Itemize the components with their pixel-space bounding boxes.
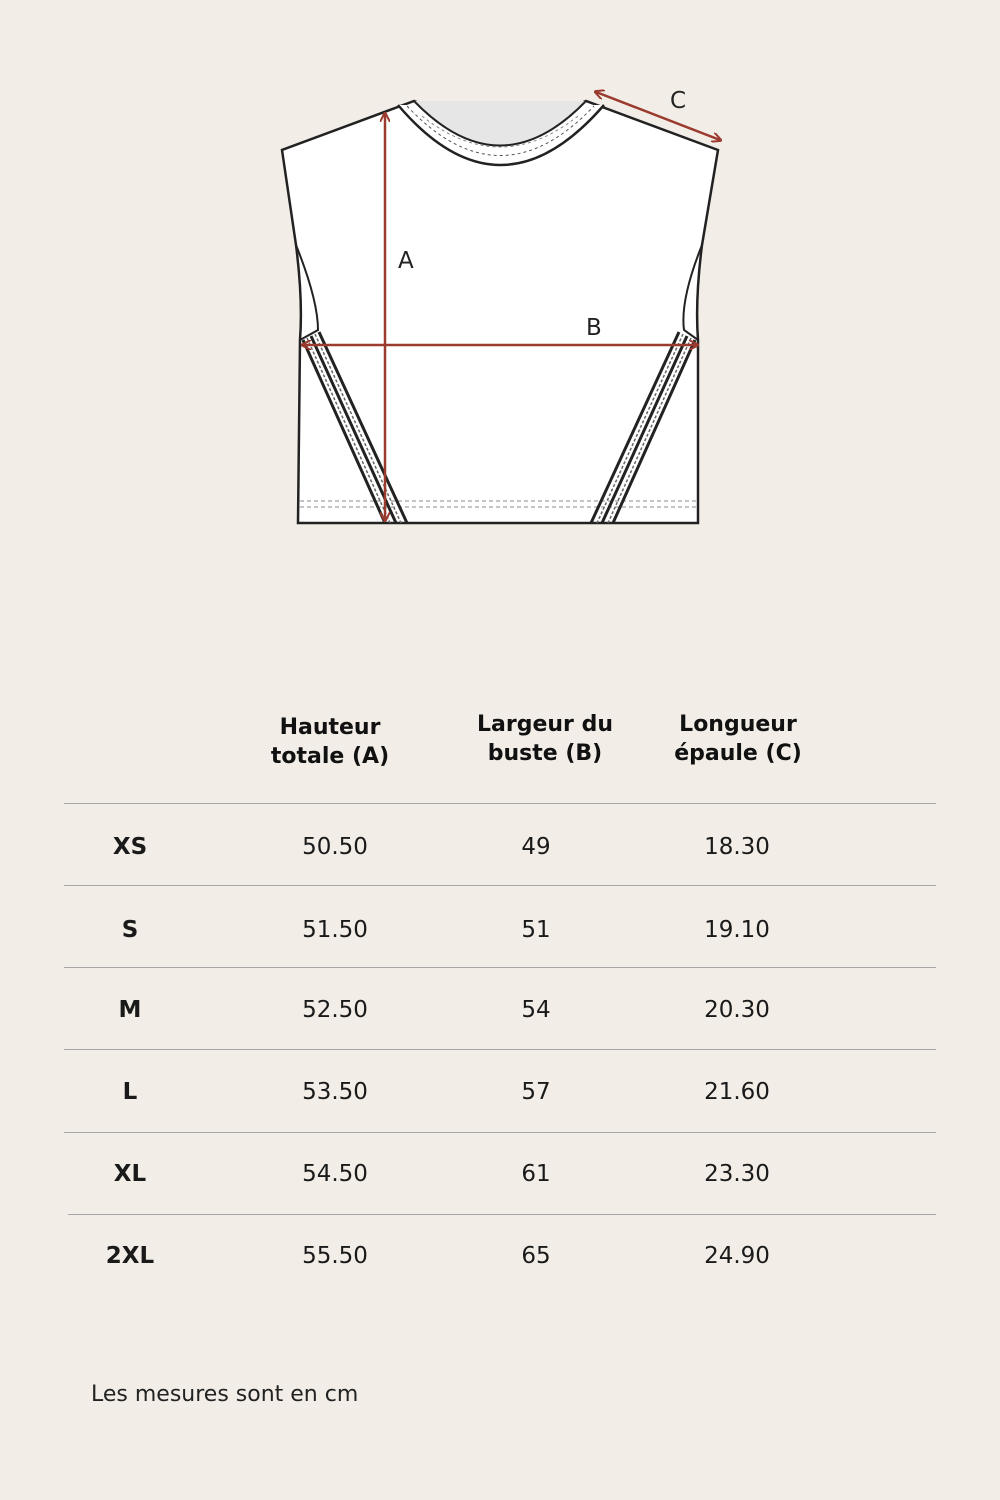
value-shoulder-length: 20.30 (704, 997, 770, 1023)
value-shoulder-length: 24.90 (704, 1243, 770, 1269)
value-height: 53.50 (302, 1079, 368, 1105)
table-row (0, 990, 1000, 1030)
table-row (0, 1072, 1000, 1112)
table-divider (64, 885, 936, 886)
table-row (0, 827, 1000, 867)
table-divider (64, 803, 936, 804)
value-shoulder-length: 18.30 (704, 834, 770, 860)
table-divider (64, 1049, 936, 1050)
table-row (0, 1154, 1000, 1194)
table-divider (64, 1132, 936, 1133)
table-divider (68, 1214, 936, 1215)
units-note: Les mesures sont en cm (91, 1382, 359, 1407)
value-bust-width: 49 (521, 834, 551, 860)
value-shoulder-length: 23.30 (704, 1161, 770, 1187)
value-height: 52.50 (302, 997, 368, 1023)
table-divider (64, 967, 936, 968)
label-b: B (586, 315, 602, 341)
size-label: 2XL (105, 1243, 155, 1269)
size-label: XS (112, 834, 148, 860)
table-row (0, 910, 1000, 950)
label-c: C (670, 88, 687, 114)
tshirt-outline (282, 101, 718, 523)
size-label: L (122, 1079, 138, 1105)
column-header-bust-width: Largeur du buste (B) (477, 712, 613, 766)
column-header-height: Hauteur totale (A) (270, 715, 390, 769)
value-bust-width: 54 (521, 997, 551, 1023)
value-shoulder-length: 19.10 (704, 917, 770, 943)
value-height: 51.50 (302, 917, 368, 943)
value-height: 55.50 (302, 1243, 368, 1269)
value-bust-width: 51 (521, 917, 551, 943)
table-row (0, 1236, 1000, 1276)
value-bust-width: 65 (521, 1243, 551, 1269)
value-bust-width: 57 (521, 1079, 551, 1105)
value-shoulder-length: 21.60 (704, 1079, 770, 1105)
size-label: S (121, 917, 139, 943)
value-bust-width: 61 (521, 1161, 551, 1187)
label-a: A (398, 248, 414, 274)
garment-diagram (0, 0, 1000, 560)
value-height: 54.50 (302, 1161, 368, 1187)
value-height: 50.50 (302, 834, 368, 860)
column-header-shoulder-length: Longueur épaule (C) (674, 712, 802, 766)
size-label: M (118, 997, 142, 1023)
size-label: XL (113, 1161, 147, 1187)
